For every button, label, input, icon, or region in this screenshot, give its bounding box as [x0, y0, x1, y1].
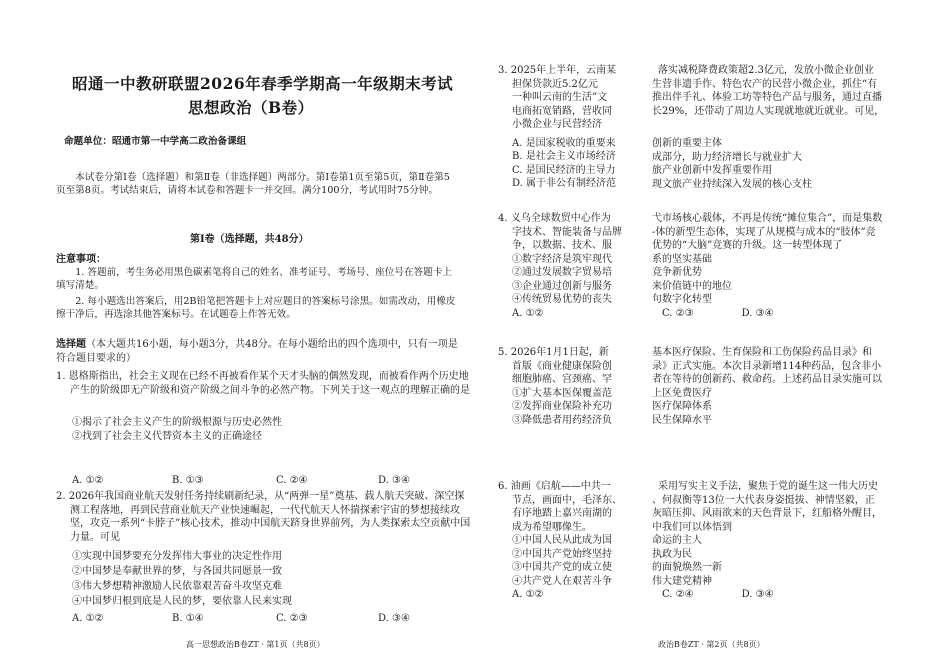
rq3-l1: 落实减税降费政策超2.3亿元，发放小微企业创业: [658, 65, 874, 76]
q1-option-a: A. ①②: [72, 475, 104, 486]
q3-l5: 小微企业与民营经济: [512, 119, 602, 130]
q4-s3: ③企业通过创新与服务: [512, 280, 612, 292]
page-1-footer: 高一思想政治B卷ZT · 第1页（共8页）: [186, 640, 325, 649]
rq4-l3: 优势的“大脑”竞赛的升级。这一转型体现了: [652, 240, 843, 251]
q3-option-a: A. 是国家税收的重要来: [512, 137, 616, 149]
q3-left: [498, 64, 616, 191]
rq4-s4: 句数字化转型: [652, 294, 712, 305]
rq6-s4: 伟大建党精神: [652, 575, 712, 587]
q4-left: [498, 212, 622, 320]
q4-option-d: D. ③④: [741, 307, 774, 319]
q2-option-b: B. ①④: [172, 613, 204, 624]
q6-s4: ④共产党人在艰苦斗争: [512, 575, 612, 587]
rq4-options: [652, 307, 882, 321]
q2-statement-2: ②中国梦是奉献世界的梦，与各国共同愿景一致: [72, 566, 282, 577]
q1-option-c: C. ②④: [276, 475, 308, 486]
notes-heading: 注意事项：: [56, 254, 106, 265]
rq6-l1: 采用写实主义手法，聚焦于党的诞生这一伟大历史: [658, 481, 878, 492]
q1-option-d: D. ③④: [378, 475, 410, 486]
q5-right: [652, 346, 882, 427]
rq6-s2: 执政为民: [652, 548, 692, 560]
q2-statement-3: ③伟大梦想精神激励人民依靠艰苦奋斗攻坚克难: [72, 581, 282, 592]
exam-intro: 本试卷分第Ⅰ卷（选择题）和第Ⅱ卷（非选择题）两部分。第Ⅰ卷第1页至第5页，第Ⅱ卷第5页至第8页。考试结束后，请将本试卷和答题卡一并交回。满分100分，考试用时75分钟。: [56, 172, 450, 196]
mc-intro-label: 选择题: [56, 339, 86, 350]
rq5-s2: 医疗保障体系: [652, 401, 712, 412]
q2-option-a: A. ①②: [72, 613, 104, 624]
note-1: 1. 答题前，考生务必用黑色碳素笔将自己的姓名、准考证号、考场号、座位号在答题卡上填写清楚。: [56, 267, 452, 291]
rq3-d: 现文旅产业持续深入发展的核心支柱: [652, 178, 812, 190]
q5-s3: ③降低患者用药经济负: [512, 414, 612, 426]
page-2-right-fragment: [652, 64, 902, 644]
rq3-l2: 生营非遗手作、特色农产的民营小微企业，抓住“有: [652, 78, 878, 90]
exam-author: 命题单位：昭通市第一中学高二政治备课组: [64, 136, 247, 147]
q6-l4: 成为希望哪像生。: [512, 521, 592, 533]
q6-s2: ②中国共产党始终坚持: [512, 548, 612, 560]
note-2: 2. 每小题选出答案后，用2B铅笔把答题卡上对应题目的答案标号涂黑。如需改动，用橡皮擦干净后，再选涂其他答案标号。在试题卷上作答无效。: [56, 296, 456, 320]
q3-l4: 电商拓宽销路，营收同: [512, 105, 612, 117]
q3-l2: 担保贷款近5.2亿元: [512, 78, 598, 90]
q6-l3: 有序地踏上嘉兴南湖的: [512, 508, 612, 519]
rq5-s3: 民生保障水平: [652, 414, 712, 426]
q4-s2: ②通过发展数字贸易培: [512, 267, 612, 278]
q6-l2: 节点，画面中，毛泽东、: [512, 494, 622, 506]
q6-s1: ①中国人民从此成为国: [512, 535, 612, 546]
q4-s1: ①数字经济是筑牢现代: [512, 253, 612, 265]
q2-statement-1: ①实现中国梦要充分发挥伟大事业的决定性作用: [72, 551, 282, 562]
q3-option-c: C. 是国民经济的主导力: [512, 164, 616, 176]
q2-option-d: D. ③④: [378, 613, 410, 624]
q5-s2: ②发挥商业保险补充功: [512, 401, 612, 412]
q6-option-d: D. ③④: [741, 589, 774, 600]
mc-intro: [56, 338, 458, 365]
q5-left: [498, 346, 612, 427]
q6-l1: 6. 油画《启航——中共一: [498, 481, 611, 492]
rq3-c: 旅产业创新中发挥重要作用: [652, 165, 772, 176]
q2-statement-4: ④中国梦归根到底是人民的梦，要依靠人民来实现: [72, 596, 292, 607]
q1-statement-1: ①揭示了社会主义产生的阶级根源与历史必然性: [72, 417, 282, 428]
q4-l3: 争，以数据、技术、服: [512, 240, 612, 251]
section-title: 第Ⅰ卷（选择题，共48分）: [190, 234, 309, 245]
rq3-b: 成部分，助力经济增长与就业扩大: [652, 151, 802, 163]
q4-s4: ④传统贸易优势的丧失: [512, 294, 612, 305]
rq6-s1: 命运的主人: [652, 535, 702, 546]
rq5-l1: 基本医疗保险、生育保险和工伤保险药品目录》和: [652, 347, 872, 358]
q2-stem: 2. 2026年我国商业航天发射任务持续刷新纪录，从“两弹一星”奠基、载人航天突破、深空探测工程落地，再到民营商业航天产业快速崛起，一代代航天人怀揣探索宇宙的梦想接续攻坚，攻克一系列“卡脖子”核心技术，推动中国航天跻身世界前列，为人类探索太空贡献中国力量。可见: [56, 491, 471, 543]
rq6-s3: 的面貌焕然一新: [652, 562, 722, 573]
q4-right: [652, 212, 882, 320]
exam-title-line1: 昭通一中教研联盟2026年春季学期高一年级期末考试: [72, 74, 454, 93]
q5-l3: 细胞肺癌、宫颈癌、罕: [512, 374, 612, 385]
q3-option-b: B. 是社会主义市场经济: [512, 151, 616, 162]
q1-statement-2: ②找到了社会主义代替资本主义的正确途径: [72, 431, 262, 442]
q5-s1: ①扩大基本医保覆盖范: [512, 387, 612, 399]
rq3-l3: 推出伴手礼、体验工坊等特色产品与服务，通过直播: [652, 92, 882, 103]
q4-option-a: A. ①②: [512, 307, 544, 319]
rq3-l4: 长29%，还带动了周边人实现就地就近就业。可见，: [652, 105, 885, 117]
q1-option-b: B. ①③: [172, 475, 204, 486]
exam-title-line2: 思想政治（B卷）: [188, 98, 314, 117]
rq4-s1: 系的坚实基础: [652, 253, 712, 265]
q6-left: [498, 480, 622, 602]
rq4-s2: 竞争新优势: [652, 267, 702, 278]
q6-s3: ③中国共产党的成立使: [512, 562, 612, 573]
rq4-l2: -体的新型生态体，实现了从规模与成本的“肢体”竞: [652, 226, 876, 238]
rq5-l2: 录》正式实施。本次目录新增114种药品，包含非小: [652, 360, 882, 372]
rq5-l3: 者在等待的创新药、救命药。上述药品目录实施可以: [652, 374, 882, 385]
q1-stem: 1. 恩格斯指出，社会主义现在已经不再被看作某个天才头脑的偶然发现，而被看作两个历史地产生的阶级即无产阶级和资产阶级之间斗争的必然产物。下列关于这一观点的理解正确的是: [56, 371, 470, 396]
q6-option-a: A. ①②: [512, 589, 544, 600]
mc-intro-text: （本大题共16小题，每小题3分，共48分。在每小题给出的四个选项中，只有一项是符合题目要求的）: [56, 339, 458, 364]
q5-l1: 5. 2026年1月1日起，新: [498, 347, 609, 358]
page-2-footer: 政治B卷ZT · 第2页（共8页）: [658, 640, 765, 649]
q6-right: [652, 480, 882, 602]
q2-option-c: C. ②③: [276, 613, 308, 624]
page-2-left-fragment: [498, 64, 630, 644]
rq6-l4: 中我们可以体悟到: [652, 521, 732, 533]
rq6-options: [652, 588, 882, 602]
rq6-l2: 、何叔衡等13位一大代表身姿挺拔、神情坚毅，正: [652, 494, 875, 506]
q3-l1: 3. 2025年上半年，云南某: [498, 65, 617, 76]
q6-option-c: C. ②④: [662, 589, 694, 600]
q5-l2: 首版《商业健康保险创: [512, 360, 612, 372]
q3-option-d: D. 属于非公有制经济范: [512, 178, 617, 189]
q4-l1: 4. 义乌全球数贸中心作为: [498, 213, 611, 224]
rq3-a: 创新的重要主体: [652, 138, 722, 149]
rq4-s3: 来价值链中的地位: [652, 280, 732, 292]
q3-l3: 一种叫云南的生活”文: [512, 92, 608, 103]
q4-option-c: C. ②③: [662, 307, 694, 319]
rq4-l1: 弋市场核心载体，不再是传统“摊位集合”，而是集数: [652, 213, 883, 224]
q3-right: [652, 64, 884, 191]
rq5-s1: 上区免费医疗: [652, 387, 712, 399]
page-fold-gap: [630, 60, 652, 640]
q4-l2: 字技术、智能装备与品牌: [512, 226, 622, 238]
rq6-l3: 灰暗压抑、风雨欲来的天色背景下，红船格外醒目，: [652, 508, 882, 519]
